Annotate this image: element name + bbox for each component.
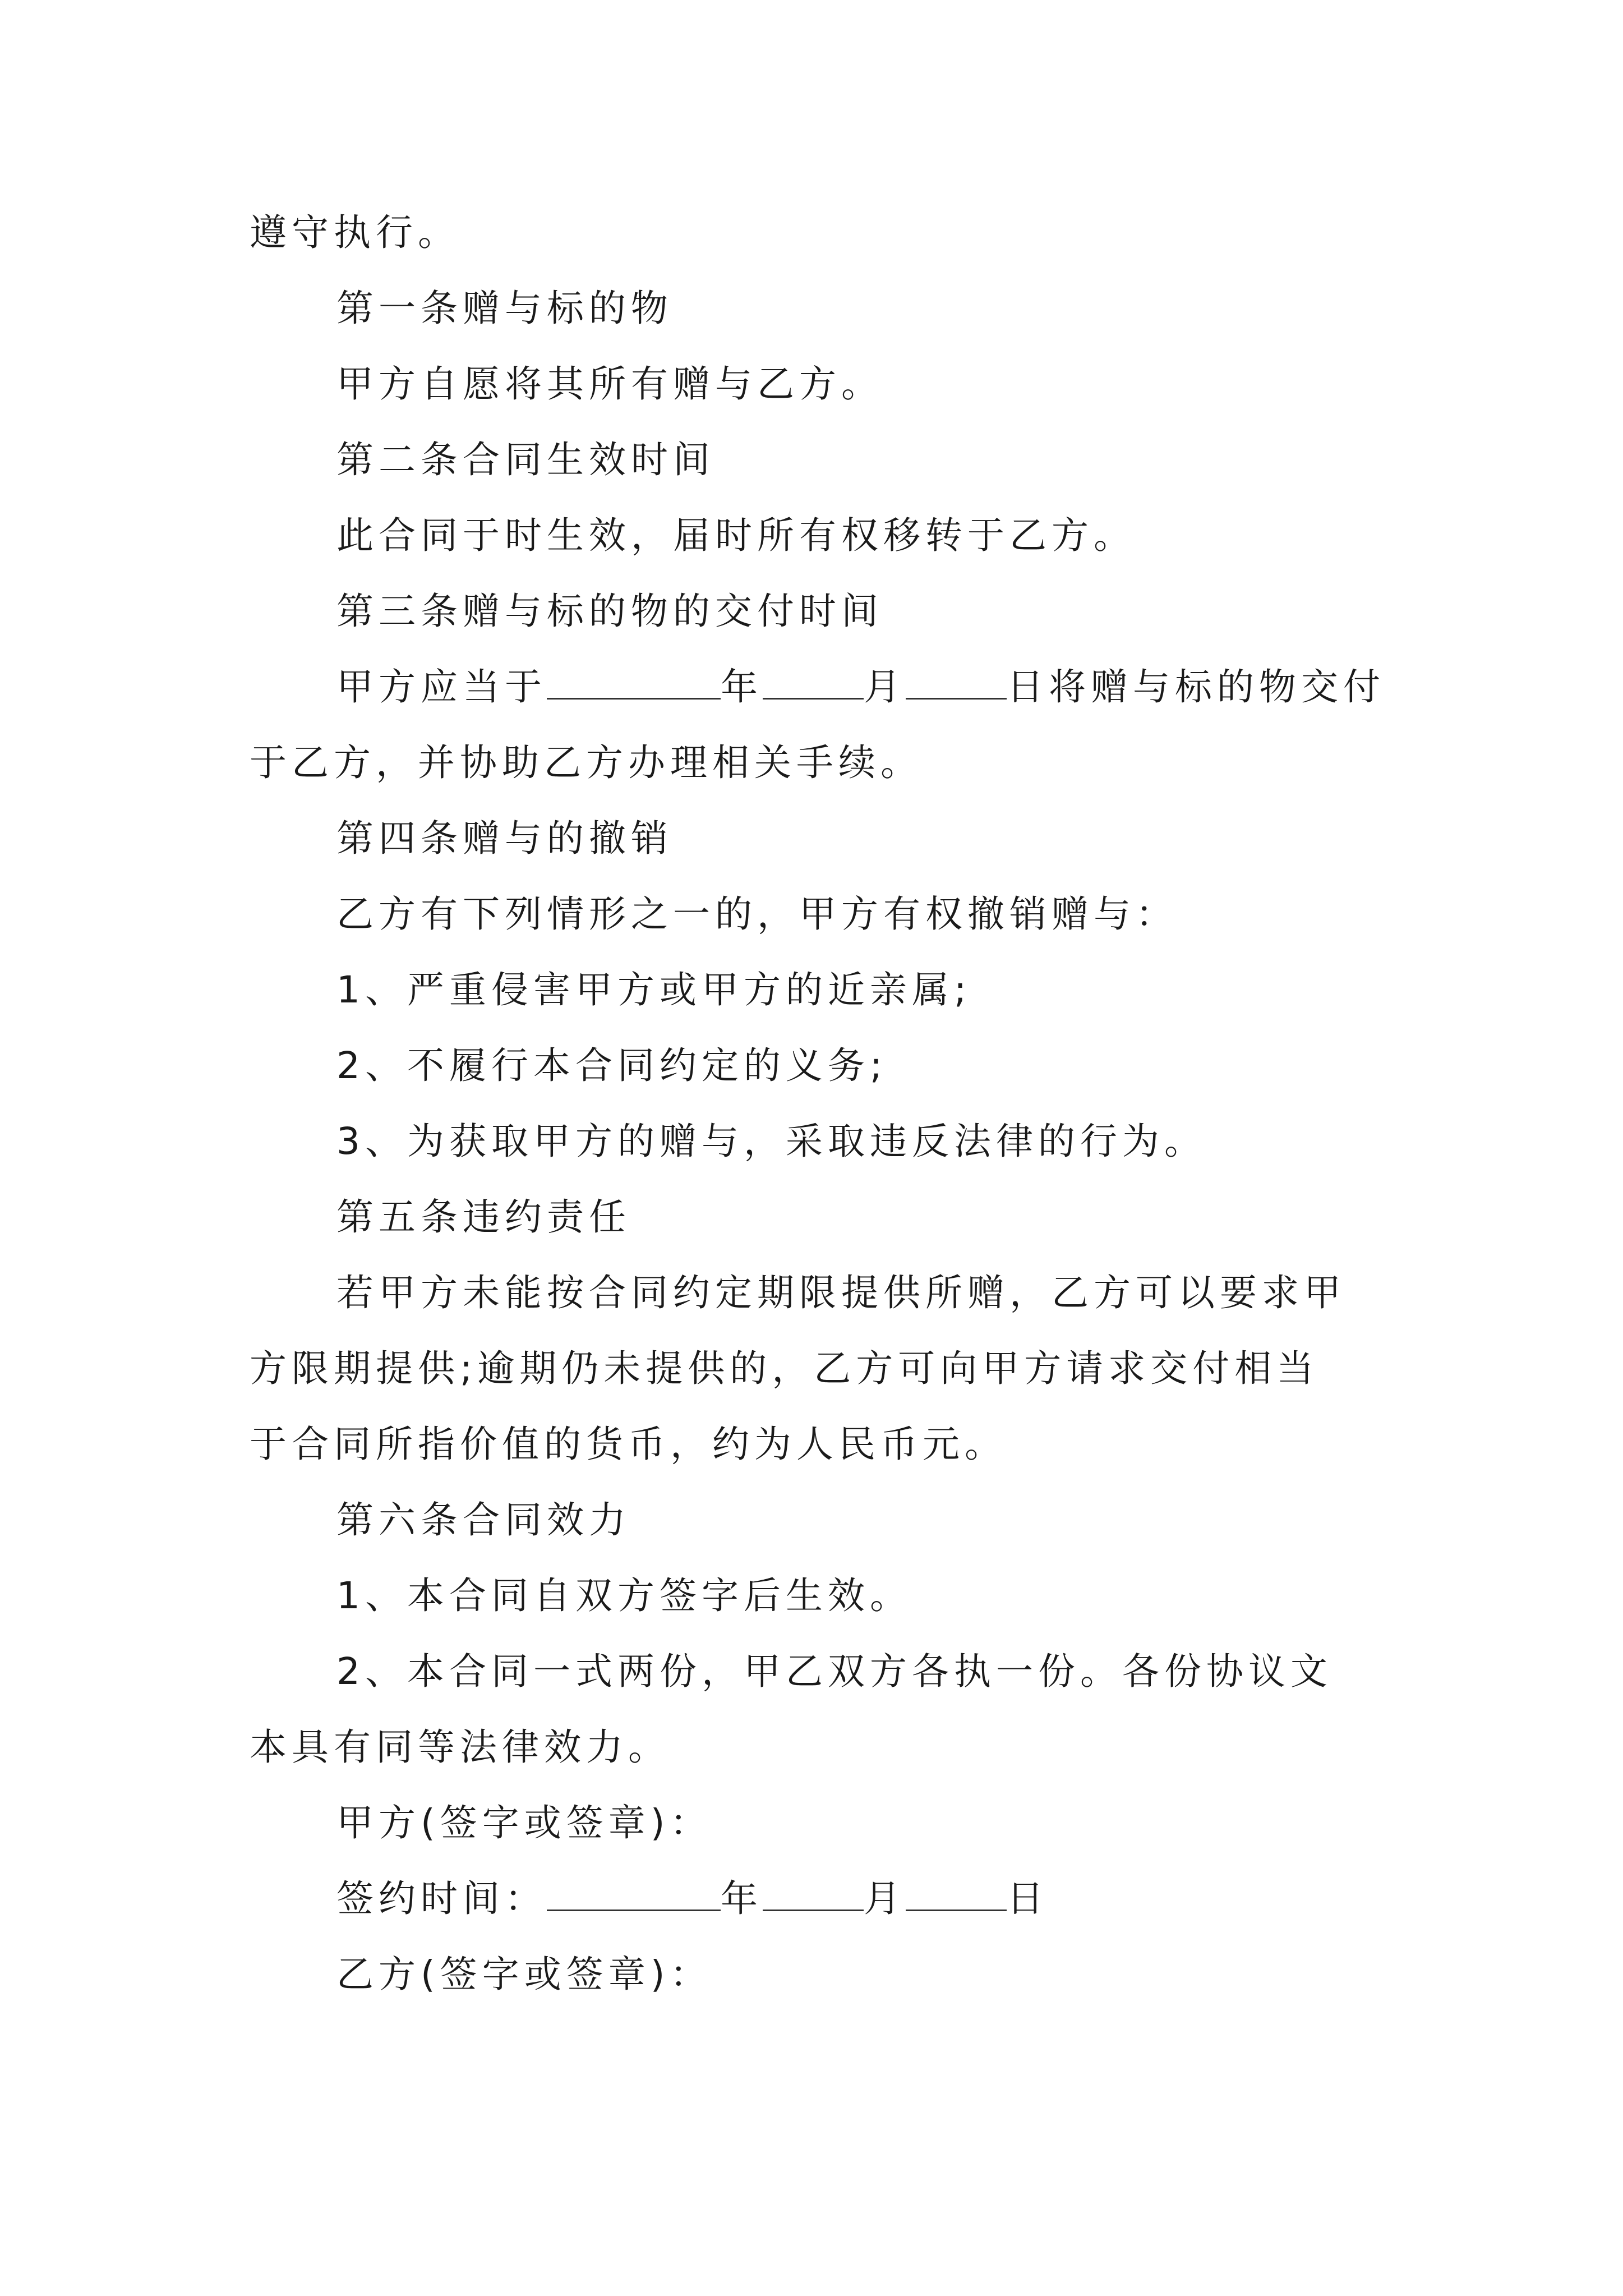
delivery-date-line [336,662,1385,712]
text-line: 若甲方未能按合同约定期限提供所赠，乙方可以要求甲 [336,1271,1346,1314]
day-label: 日 [1007,1877,1049,1920]
party-a-signature-label: 甲方(签字或签章)： [336,1801,712,1844]
text-segment: 日将赠与标的物交付 [1007,665,1385,708]
article-3-heading: 第三条赠与标的物的交付时间 [336,590,883,633]
month-label: 月 [864,1877,906,1920]
article-5-heading: 第五条违约责任 [336,1195,631,1239]
day-blank [906,1874,1007,1911]
year-blank [547,662,721,700]
list-item: 1、本合同自双方签字后生效。 [336,1574,912,1617]
text-line: 于乙方，并协助乙方办理相关手续。 [250,741,923,784]
year-label: 年 [721,1877,763,1920]
month-blank [763,1874,864,1911]
list-item: 1、严重侵害甲方或甲方的近亲属; [336,968,972,1011]
day-blank [906,662,1007,700]
list-item: 2、不履行本合同约定的义务; [336,1044,888,1087]
year-blank [547,1874,721,1911]
article-6-heading: 第六条合同效力 [336,1498,631,1542]
text-line: 此合同于时生效，届时所有权移转于乙方。 [336,514,1136,557]
party-b-signature-label: 乙方(签字或签章)： [336,1953,712,1996]
text-segment: 甲方应当于 [336,665,547,708]
text-line: 本具有同等法律效力。 [250,1726,670,1769]
year-label: 年 [721,665,763,708]
text-line: 方限期提供;逾期仍未提供的，乙方可向甲方请求交付相当 [250,1347,1319,1390]
article-4-heading: 第四条赠与的撤销 [336,817,673,860]
signing-date-label: 签约时间： [336,1877,547,1920]
article-2-heading: 第二条合同生效时间 [336,438,715,481]
article-1-heading: 第一条赠与标的物 [336,287,673,330]
month-blank [763,662,864,700]
text-line: 甲方自愿将其所有赠与乙方。 [336,362,883,406]
list-item: 3、为获取甲方的赠与，采取违反法律的行为。 [336,1120,1206,1163]
text-line: 于合同所指价值的货币，约为人民币元。 [250,1423,1007,1466]
list-item: 2、本合同一式两份，甲乙双方各执一份。各份协议文 [336,1650,1332,1693]
text-line: 遵守执行。 [250,211,460,254]
signing-date-line [336,1874,1049,1924]
text-line: 乙方有下列情形之一的，甲方有权撤销赠与： [336,892,1178,936]
month-label: 月 [864,665,906,708]
